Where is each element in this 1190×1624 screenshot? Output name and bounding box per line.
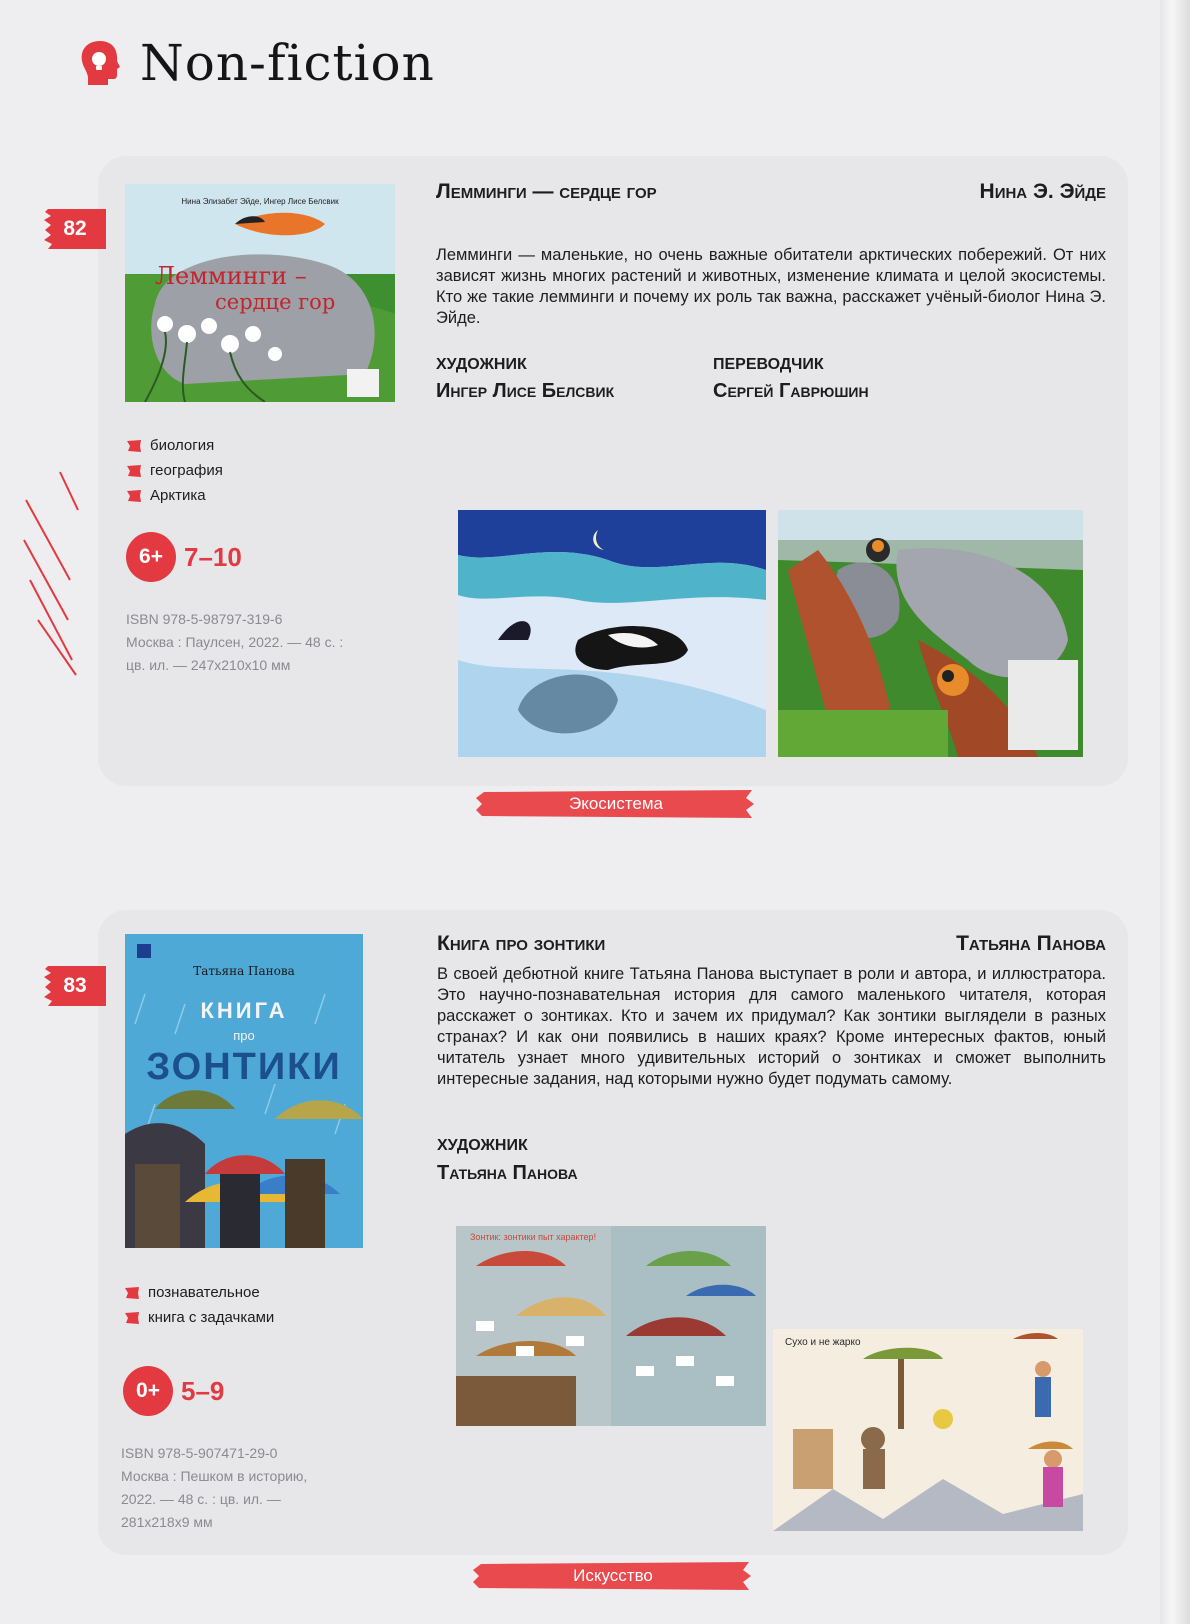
spread-image-snow [458,510,766,757]
book-number-badge: 82 [42,207,108,251]
book-description: В своей дебютной книге Татьяна Панова выступает в роли и автора, и иллюстратора. Это научно-познавательная история для самого маленького читателя, которая расскажет о зонтиках. Кто и зачем их придумал? Как зонтики выглядели в разных странах? И как они появились в наших краях? Кроме интересных фактов, юный читатель узнает много удивительных историй о зонтиках и сможет выполнить интересные задания, над которыми нужно будет подумать самому. [437,965,1106,1088]
illustrator-label: ХУДОЖНИК [437,1137,528,1154]
age-block [126,532,242,582]
page-edge [1160,0,1190,1624]
publication: Москва : Паулсен, 2022. — 48 с. : [126,634,344,650]
isbn: ISBN 978-5-907471-29-0 [121,1445,278,1461]
tag-marker-icon [126,464,142,478]
illustrator-name: Ингер Лисе Белсвик [436,380,615,402]
age-rating-badge: 0+ [123,1366,173,1416]
format: цв. ил. — 247x210x10 мм [126,657,291,673]
cover-title-line1: Лемминги – [155,262,307,290]
section-title: Non-fiction [140,34,435,92]
age-rating-badge: 6+ [126,532,176,582]
age-range: 7–10 [184,541,242,572]
tag-marker-icon [124,1311,140,1325]
book-description: Лемминги — маленькие, но очень важные обитатели арктических побережий. От них зависят жизнь многих растений и животных, изменение климата и целой экосистемы. Кто же такие лемминги и почему их роль так важна, расскажет учёный-биолог Нина Э. Эйде. [436,246,1106,327]
age-block [123,1366,224,1416]
tag-item: Арктика [126,483,223,508]
publication-line: 2022. — 48 с. : цв. ил. — [121,1491,281,1507]
book-author: Нина Э. Эйде [979,180,1106,203]
cover-author-line: Нина Элизабет Эйде, Ингер Лисе Белсвик [181,197,339,206]
illustrator-name: Татьяна Панова [437,1162,578,1184]
topic-label: Искусство [473,1560,753,1592]
tag-list [124,1280,274,1330]
decorative-strokes [20,470,80,680]
illustrator-label: ХУДОЖНИК [436,356,527,373]
tag-marker-icon [126,439,142,453]
tag-item: география [126,458,223,483]
lightbulb-head-icon [78,39,122,87]
spread-heading: Зонтик: зонтики пыт характер! [470,1232,597,1242]
cover-word-3: ЗОНТИКИ [146,1046,342,1088]
book-title: Книга про зонтики [437,932,606,955]
book-cover-lemmings [125,184,395,402]
section-header [78,34,435,92]
book-cover-umbrellas [125,934,363,1248]
book-author: Татьяна Панова [956,932,1106,955]
cover-word-1: КНИГА [200,998,288,1023]
spread-image-umbrellas [456,1226,766,1426]
spread-image-desert [773,1329,1083,1531]
book-number-badge: 83 [42,964,108,1008]
age-range: 5–9 [181,1375,225,1406]
translator-label: ПЕРЕВОДЧИК [713,356,824,373]
publication-line: 281x218x9 мм [121,1514,213,1530]
tag-item: познавательное [124,1280,274,1305]
tag-item: биология [126,433,223,458]
tag-marker-icon [126,489,142,503]
book-title: Лемминги — сердце гор [436,180,657,203]
cover-author: Татьяна Панова [193,964,295,978]
cover-title-line2: сердце гор [215,290,336,314]
book-meta [121,1442,307,1534]
cover-word-2: про [233,1028,255,1043]
tag-marker-icon [124,1286,140,1300]
publication-line: Москва : Пешком в историю, [121,1468,308,1484]
translator-name: Сергей Гаврюшин [713,380,869,402]
tag-list [126,433,223,508]
spread-heading: Сухо и не жарко [785,1337,861,1348]
book-meta [126,608,343,677]
topic-label: Экосистема [476,788,756,820]
tag-item: книга с задачками [124,1305,274,1330]
spread-image-forest [778,510,1083,757]
isbn: ISBN 978-5-98797-319-6 [126,611,283,627]
